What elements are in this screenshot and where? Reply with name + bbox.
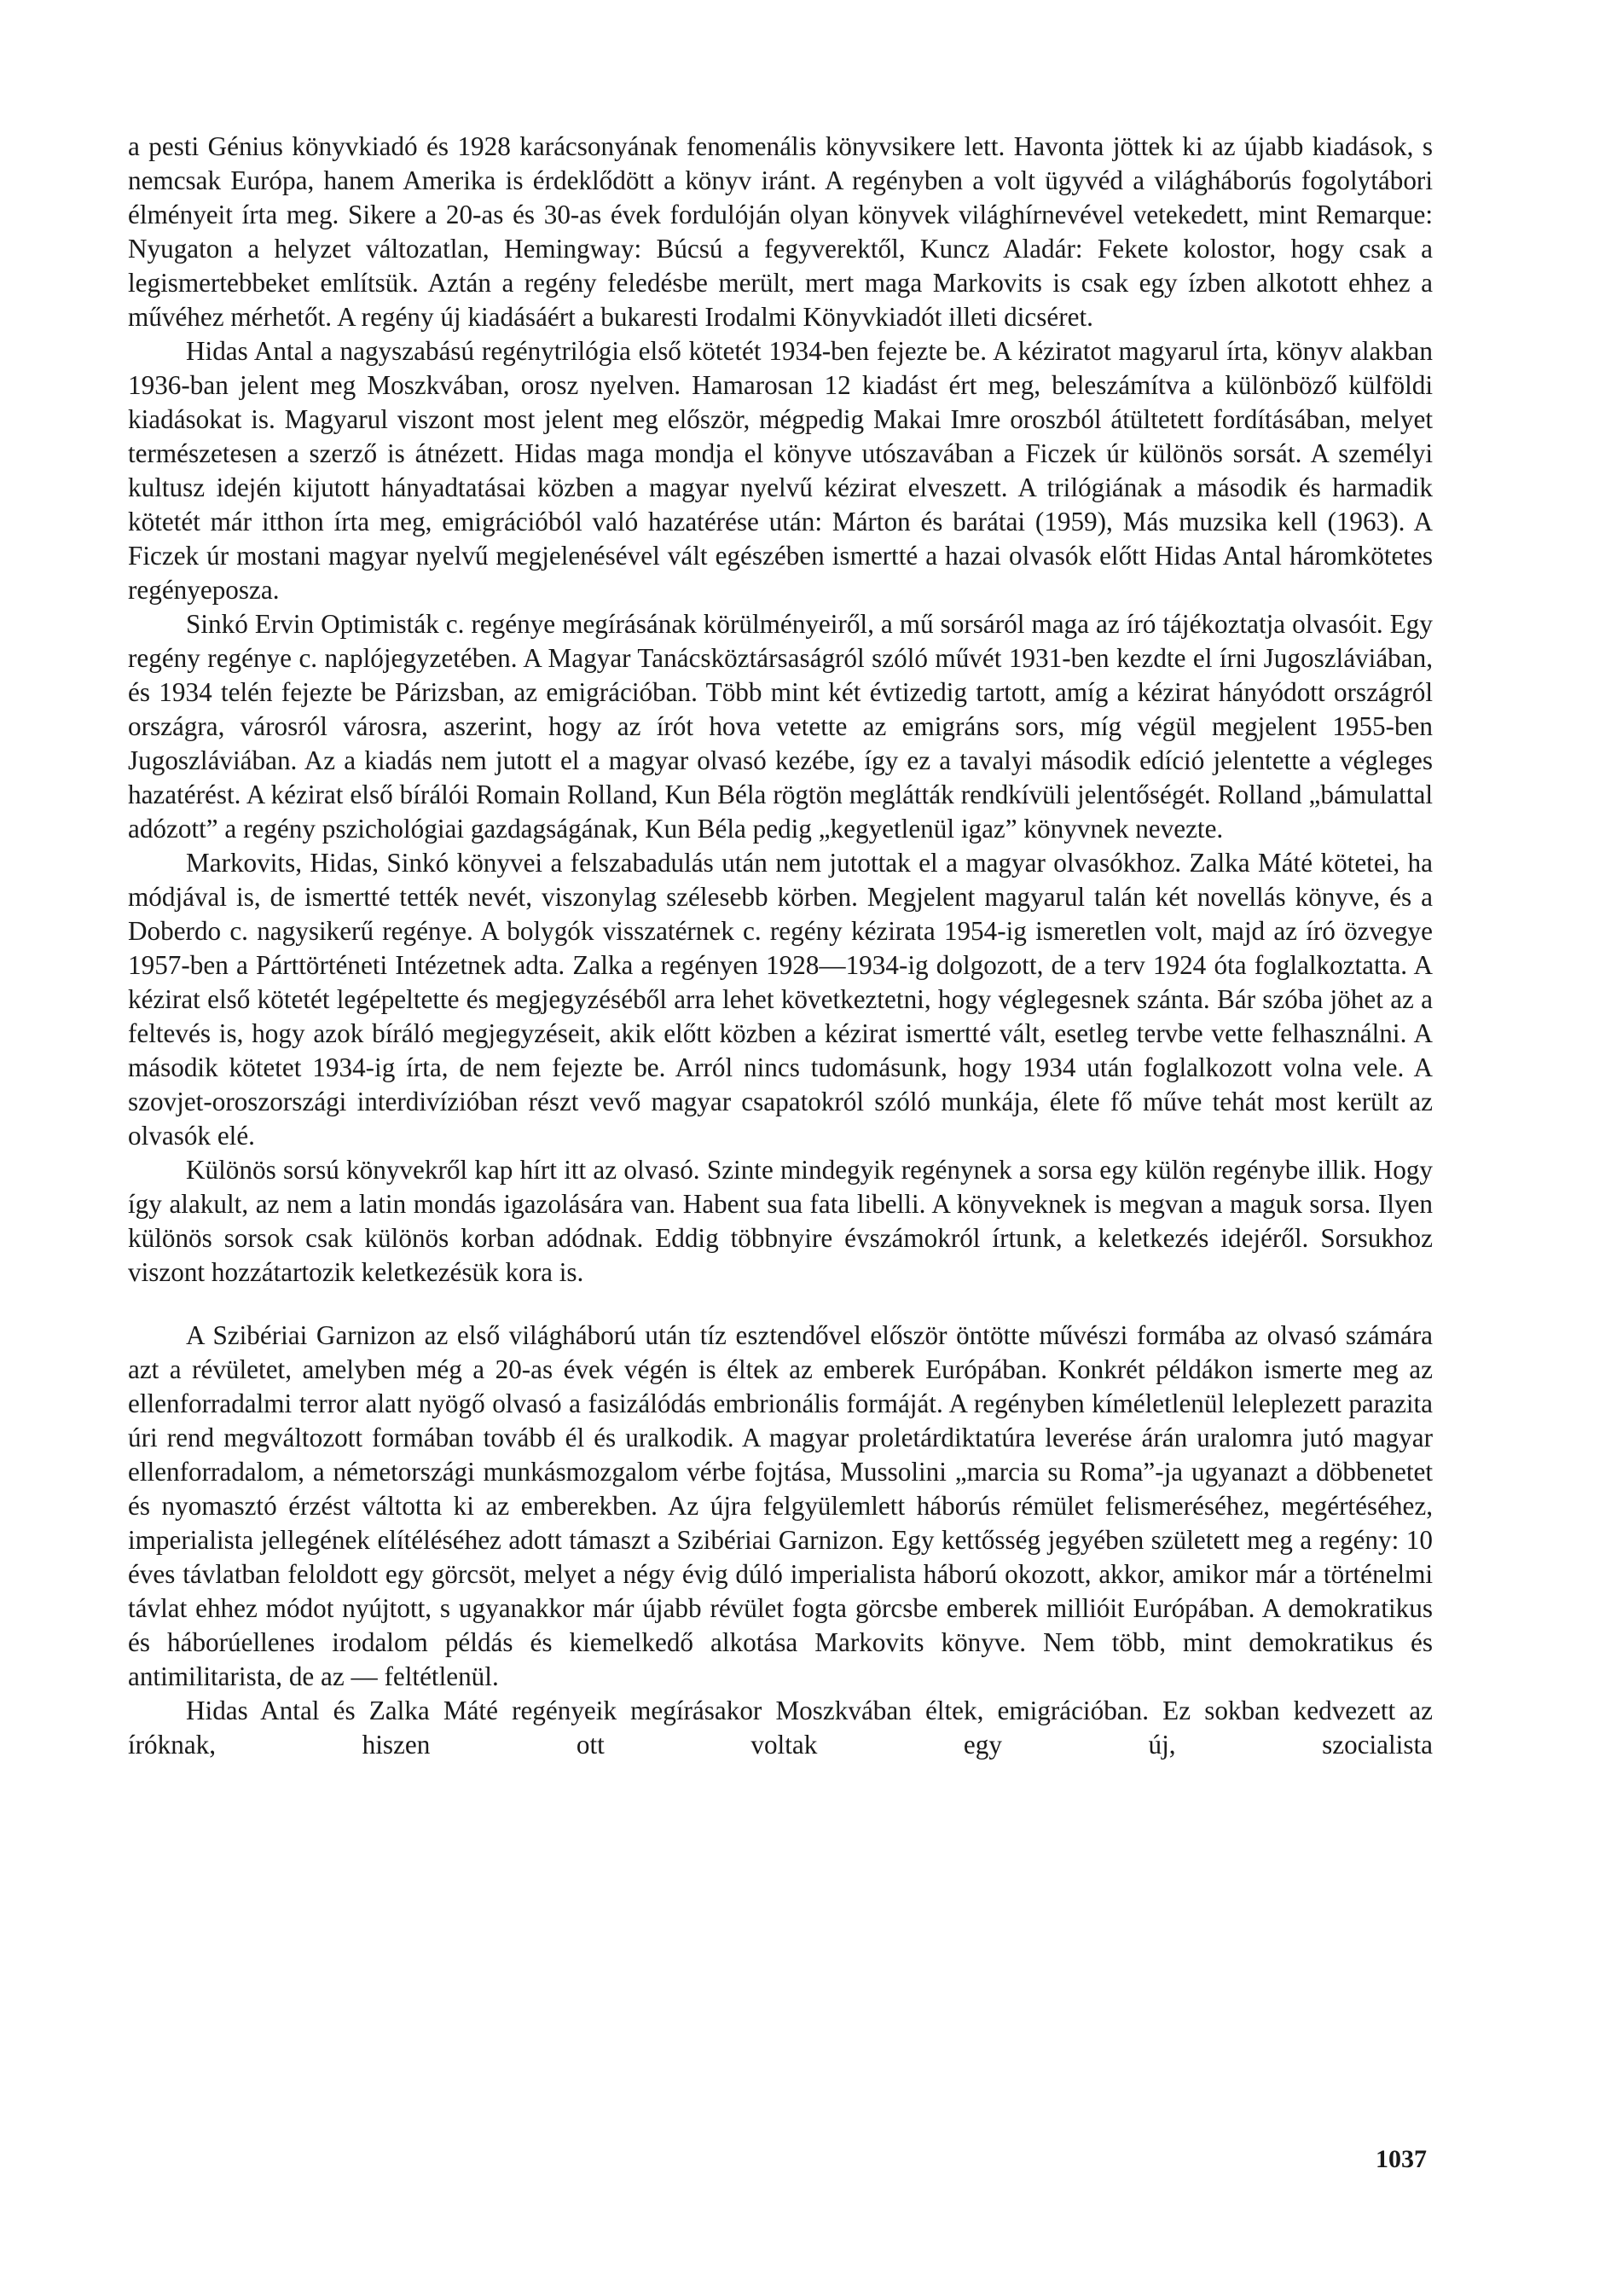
paragraph-3: Sinkó Ervin Optimisták c. regénye megírásának körülményeiről, a mű sorsáról maga az író tájékoztatja olvasóit. Egy regény regénye c. naplójegyzetében. A Magyar Tanácsköztársaságról szóló művét 1931-ben kezdte el írni Jugoszláviában, és 1934 telén fejezte be Párizsban, az emigrációban. Több mint két évtizedig tartott, amíg a kézirat hányódott országról országra, városról városra, aszerint, hogy az írót hova vetette az emigráns sors, míg végül megjelent 1955-ben Jugoszláviában. Az a kiadás nem jutott el a magyar olvasó kezébe, így ez a tavalyi második edíció jelentette a végleges hazatérést. A kézirat első bírálói Romain Rolland, Kun Béla rögtön meglátták rendkívüli jelentőségét. Rolland „bámulattal adózott” a regény pszichológiai gazdagságának, Kun Béla pedig „kegyetlenül igaz” könyvnek nevezte. xyxy=(128,609,1433,844)
paragraph-2: Hidas Antal a nagyszabású regénytrilógia első kötetét 1934-ben fejezte be. A kéziratot magyarul írta, könyv alakban 1936-ban jelent meg Moszkvában, orosz nyelven. Hamarosan 12 kiadást ért meg, beleszámítva a különböző külföldi kiadásokat is. Magyarul viszont most jelent meg először, mégpedig Makai Imre oroszból átültetett fordításában, melyet természetesen a szerző is átnézett. Hidas maga mondja el könyve utószavában a Ficzek úr különös sorsát. A személyi kultusz idején kijutott hányadtatásai közben a magyar nyelvű kézirat elveszett. A trilógiának a második és harmadik kötetét már itthon írta meg, emigrációból való hazatérése után: Márton és barátai (1959), Más muzsika kell (1963). A Ficzek úr mostani magyar nyelvű megjelenésével vált egészében ismertté a hazai olvasók előtt Hidas Antal háromkötetes regényeposza. xyxy=(128,336,1433,605)
paragraph-6: A Szibériai Garnizon az első világháború után tíz esztendővel először öntötte művészi formába az olvasó számára azt a révületet, amelyben még a 20-as évek végén is éltek az emberek Európában. Konkrét példákon ismerte meg az ellenforradalmi terror alatt nyögő olvasó a fasizálódás embrionális formáját. A regényben kíméletlenül leleplezett parazita úri rend megváltozott formában tovább él és uralkodik. A magyar proletárdiktatúra leverése árán uralomra jutó magyar ellenforradalom, a németországi munkásmozgalom vérbe fojtása, Mussolini „marcia su Roma”-ja ugyanazt a döbbenetet és nyomasztó érzést váltotta ki az emberekben. Az újra felgyülemlett háborús rémület felismeréséhez, megértéséhez, imperialista jellegének elítéléséhez adott támaszt a Szibériai Garnizon. Egy kettősség jegyében született meg a regény: 10 éves távlatban feloldott egy görcsöt, melyet a négy évig dúló imperialista háború okozott, akkor, amikor már a történelmi távlat ehhez módot nyújtott, s ugyanakkor már újabb révület fogta görcsbe emberek millióit Európában. A demokratikus és háborúellenes irodalom példás és kiemelkedő alkotása Markovits könyve. Nem több, mint demokratikus és antimilitarista, de az — feltétlenül. xyxy=(128,1320,1433,1691)
page-number: 1037 xyxy=(1376,2145,1427,2173)
paragraph-5: Különös sorsú könyvekről kap hírt itt az olvasó. Szinte mindegyik regénynek a sorsa egy külön regénybe illik. Hogy így alakult, az nem a latin mondás igazolására van. Habent sua fata libelli. A könyveknek is megvan a maguk sorsa. Ilyen különös sorsok csak különös korban adódnak. Eddig többnyire évszámokról írtunk, a keletkezés idejéről. Sorsukhoz viszont hozzátartozik keletkezésük kora is. xyxy=(128,1155,1433,1287)
paragraph-4: Markovits, Hidas, Sinkó könyvei a felszabadulás után nem jutottak el a magyar olvasókhoz. Zalka Máté kötetei, ha módjával is, de ismertté tették nevét, viszonylag szélesebb körben. Megjelent magyarul talán két novellás könyve, és a Doberdo c. nagysikerű regénye. A bolygók visszatérnek c. regény kézirata 1954-ig ismeretlen volt, majd az író özvegye 1957-ben a Párttörténeti Intézetnek adta. Zalka a regényen 1928—1934-ig dolgozott, de a terv 1924 óta foglalkoztatta. A kézirat első kötetét legépeltette és megjegyzéséből arra lehet következtetni, hogy véglegesnek szánta. Bár szóba jöhet az a feltevés is, hogy azok bíráló megjegyzéseit, akik előtt közben a kézirat ismertté vált, esetleg tervbe vette felhasználni. A második kötetet 1934-ig írta, de nem fejezte be. Arról nincs tudomásunk, hogy 1934 után foglalkozott volna vele. A szovjet-oroszországi interdivízióban részt vevő magyar csapatokról szóló munkája, élete fő műve tehát most került az olvasók elé. xyxy=(128,848,1433,1151)
paragraph-1: a pesti Génius könyvkiadó és 1928 karácsonyának fenomenális könyvsikere lett. Havonta jöttek ki az újabb kiadások, s nemcsak Európa, hanem Amerika is érdeklődött a könyv iránt. A regényben a volt ügyvéd a világháborús fogolytábori élményeit írta meg. Sikere a 20-as és 30-as évek fordulóján olyan könyvek világhírnevével vetekedett, mint Remarque: Nyugaton a helyzet változatlan, Hemingway: Búcsú a fegyverektől, Kuncz Aladár: Fekete kolostor, hogy csak a legismertebbeket említsük. Aztán a regény feledésbe merült, mert maga Markovits is csak egy ízben alkotott ehhez a művéhez mérhetőt. A regény új kiadásáért a bukaresti Irodalmi Könyvkiadót illeti dicséret. xyxy=(128,131,1433,332)
article-body xyxy=(128,130,1433,1762)
paragraph-7: Hidas Antal és Zalka Máté regényeik megírásakor Moszkvában éltek, emigrációban. Ez sokban kedvezett az íróknak, hiszen ott voltak egy új, szocialista xyxy=(128,1696,1433,1760)
